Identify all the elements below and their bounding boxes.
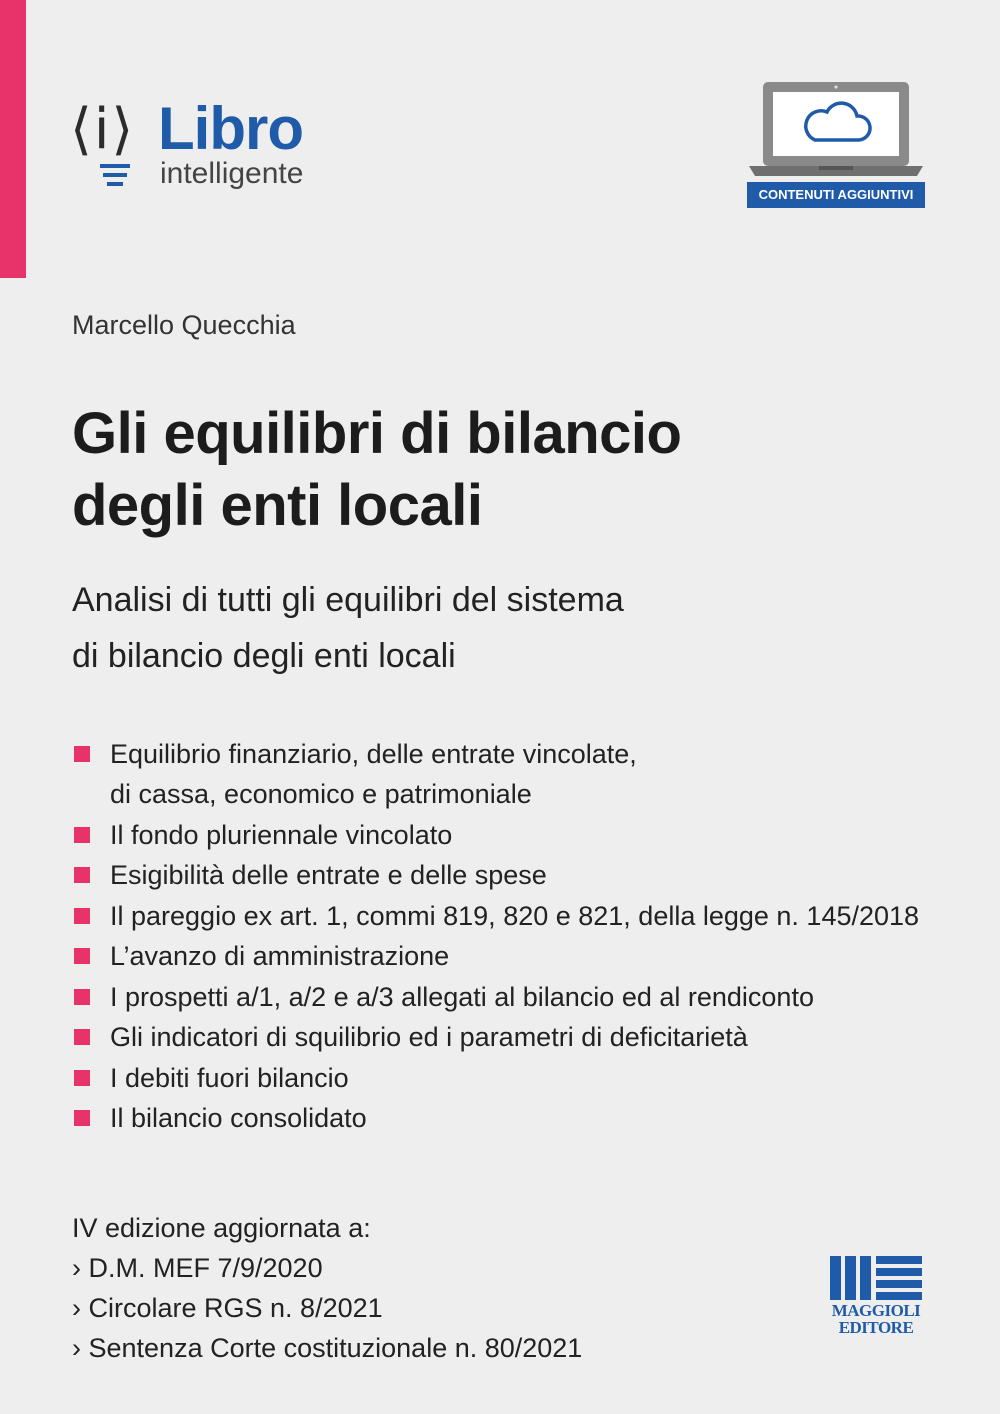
- edition-item: › Sentenza Corte costituzionale n. 80/2021: [72, 1333, 583, 1363]
- square-bullet-icon: [74, 989, 90, 1005]
- square-bullet-icon: [74, 908, 90, 924]
- accent-strip: [0, 0, 26, 278]
- edition-info: [72, 1208, 582, 1368]
- edition-heading: IV edizione aggiornata a:: [72, 1213, 371, 1243]
- topic-item: I prospetti a/1, a/2 e a/3 allegati al bilancio ed al rendiconto: [72, 977, 972, 1017]
- subtitle-line: Analisi di tutti gli equilibri del sistema: [72, 581, 624, 619]
- extra-content-label: CONTENUTI AGGIUNTIVI: [747, 182, 925, 208]
- publisher-logo: [826, 1256, 926, 1340]
- edition-item: › Circolare RGS n. 8/2021: [72, 1293, 383, 1323]
- title-line: degli enti locali: [72, 473, 483, 538]
- edition-item: › D.M. MEF 7/9/2020: [72, 1253, 323, 1283]
- topic-item: I debiti fuori bilancio: [72, 1058, 972, 1098]
- square-bullet-icon: [74, 827, 90, 843]
- topic-item: Equilibrio finanziario, delle entrate vincolate, di cassa, economico e patrimoniale: [72, 734, 972, 814]
- logo-tagline: intelligente: [160, 157, 304, 190]
- topic-item: Il fondo pluriennale vincolato: [72, 815, 972, 855]
- book-subtitle: [72, 572, 952, 684]
- square-bullet-icon: [74, 746, 90, 762]
- title-line: Gli equilibri di bilancio: [72, 401, 682, 466]
- laptop-cloud-icon: [747, 80, 925, 180]
- logo-brand: Libro: [158, 95, 303, 162]
- bulb-lines-icon: [98, 164, 132, 191]
- topic-item: Esigibilità delle entrate e delle spese: [72, 855, 972, 895]
- logo-brackets: ⟨i⟩: [70, 97, 136, 162]
- topic-item: Il pareggio ex art. 1, commi 819, 820 e 821, della legge n. 145/2018: [72, 896, 972, 936]
- square-bullet-icon: [74, 1029, 90, 1045]
- publisher-name: MAGGIOLI EDITORE: [831, 1301, 921, 1337]
- square-bullet-icon: [74, 1070, 90, 1086]
- subtitle-line: di bilancio degli enti locali: [72, 637, 456, 675]
- topic-item: L’avanzo di amministrazione: [72, 936, 972, 976]
- book-title: [72, 398, 952, 542]
- topic-item: Il bilancio consolidato: [72, 1098, 972, 1138]
- maggioli-mark-icon: [826, 1256, 926, 1300]
- author-name: Marcello Quecchia: [72, 310, 296, 340]
- square-bullet-icon: [74, 867, 90, 883]
- topics-list: [72, 734, 972, 1139]
- ilibro-logo: [70, 96, 330, 206]
- topic-item: Gli indicatori di squilibrio ed i parametri di deficitarietà: [72, 1017, 972, 1057]
- extra-content-badge: [747, 80, 925, 210]
- square-bullet-icon: [74, 948, 90, 964]
- square-bullet-icon: [74, 1110, 90, 1126]
